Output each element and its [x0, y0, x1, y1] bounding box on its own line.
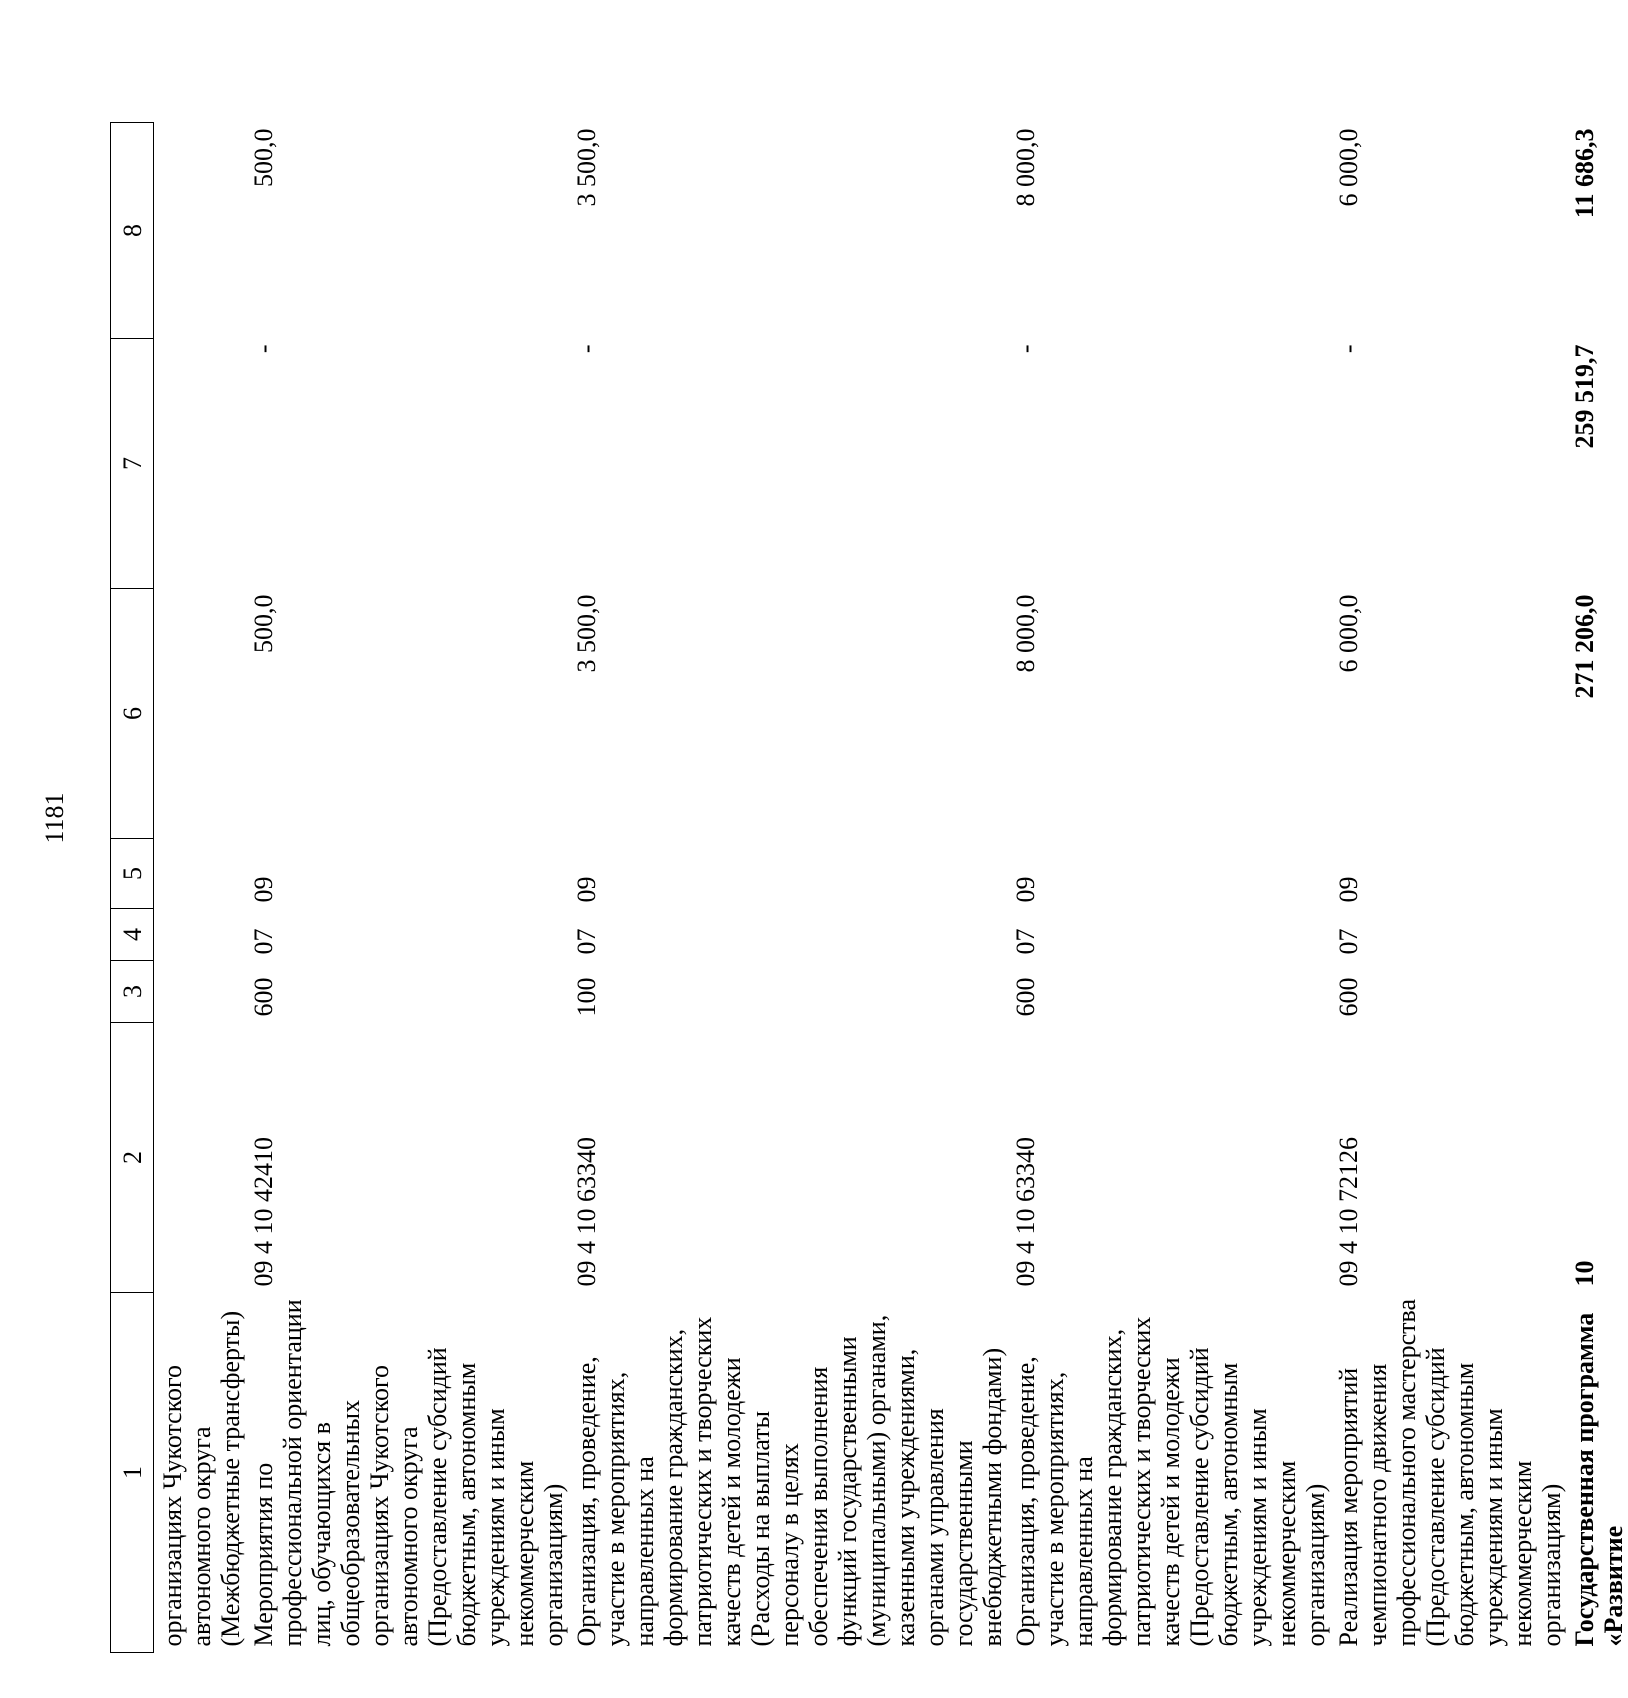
row-value-8: 11 686,3: [1570, 128, 1599, 219]
table-row: [568, 123, 1007, 1653]
row-vr: 600: [1334, 977, 1363, 1017]
row-rz: 07: [249, 928, 278, 955]
row-name: Мероприятия по профессиональной ориентации лиц, обучающихся в общеобразовательных организациях Чукотского автономного округа (Предоставление субсидий бюджетным, автономным учреждениям и иным некоммерческим организациям): [249, 1299, 568, 1647]
row-value-8: 8 000,0: [1011, 128, 1040, 207]
row-pr: 09: [1334, 876, 1363, 903]
row-value-8: [154, 123, 246, 339]
row-vr: 100: [572, 977, 601, 1017]
row-vr: 600: [249, 977, 278, 1017]
row-value-7: -: [572, 344, 601, 354]
row-pr: [154, 839, 246, 909]
col-header-6: 6: [111, 589, 154, 839]
col-header-8: 8: [111, 123, 154, 339]
header-row: [111, 123, 154, 1653]
budget-table: [110, 122, 1628, 1653]
row-value-8: 6 000,0: [1334, 128, 1363, 207]
col-header-2: 2: [111, 1023, 154, 1293]
row-name: Организация, проведение, участие в мероприятиях, направленных на формирование гражданских, патриотических и творческих качеств детей и молодежи (Расходы на выплаты персоналу в целях обеспечения выполнения функций государственными (муниципальными) органами, казенными учреждениями, органами управления государственными внебюджетными фондами): [572, 1314, 1007, 1647]
row-rz: 07: [572, 928, 601, 955]
row-name: Государственная программа «Развитие: [1570, 1312, 1628, 1647]
row-name: организациях Чукотского автономного округа (Межбюджетные трансферты): [158, 1310, 245, 1647]
row-value-7: -: [1011, 344, 1040, 354]
row-value-6: 3 500,0: [572, 594, 601, 673]
col-header-1: 1: [111, 1293, 154, 1653]
row-pr: 09: [1011, 876, 1040, 903]
row-value-8: 3 500,0: [572, 128, 601, 207]
row-rz: 07: [1011, 928, 1040, 955]
col-header-3: 3: [111, 961, 154, 1023]
row-name: Реализация мероприятий чемпионатного движения профессионального мастерства (Предоставление субсидий бюджетным, автономным учреждениям и иным некоммерческим организациям): [1334, 1298, 1566, 1647]
row-rz: [1566, 909, 1628, 961]
row-code: 10: [1570, 1260, 1599, 1287]
row-code: 09 4 10 42410: [249, 1137, 278, 1287]
row-value-7: 259 519,7: [1570, 344, 1599, 449]
col-header-5: 5: [111, 839, 154, 909]
row-rz: 07: [1334, 928, 1363, 955]
row-value-7: -: [1334, 344, 1363, 354]
row-value-6: 6 000,0: [1334, 594, 1363, 673]
row-value-8: 500,0: [249, 128, 278, 187]
row-name: Организация, проведение, участие в мероприятиях, направленных на формирование гражданских, патриотических и творческих качеств детей и молодежи (Предоставление субсидий бюджетным, автономным учреждениям и иным некоммерческим организациям): [1011, 1316, 1330, 1647]
table-row: [245, 123, 568, 1653]
row-vr: [154, 961, 246, 1023]
row-code: 09 4 10 63340: [1011, 1137, 1040, 1287]
table-row: [154, 123, 246, 1653]
row-value-6: 500,0: [249, 594, 278, 653]
col-header-4: 4: [111, 909, 154, 961]
page-number: 1181: [40, 792, 69, 844]
row-value-6: 8 000,0: [1011, 594, 1040, 673]
row-code: 09 4 10 72126: [1334, 1137, 1363, 1287]
row-value-6: [154, 589, 246, 839]
row-pr: 09: [249, 876, 278, 903]
row-code: [154, 1023, 246, 1293]
row-value-7: [154, 339, 246, 589]
row-rz: [154, 909, 246, 961]
row-code: 09 4 10 63340: [572, 1137, 601, 1287]
row-vr: 600: [1011, 977, 1040, 1017]
row-vr: [1566, 961, 1628, 1023]
row-value-6: 271 206,0: [1570, 594, 1599, 699]
table-row: [1330, 123, 1566, 1653]
col-header-7: 7: [111, 339, 154, 589]
row-value-7: -: [249, 344, 278, 354]
row-pr: [1566, 839, 1628, 909]
table-row: [1007, 123, 1330, 1653]
row-pr: 09: [572, 876, 601, 903]
table-row-total: [1566, 123, 1628, 1653]
